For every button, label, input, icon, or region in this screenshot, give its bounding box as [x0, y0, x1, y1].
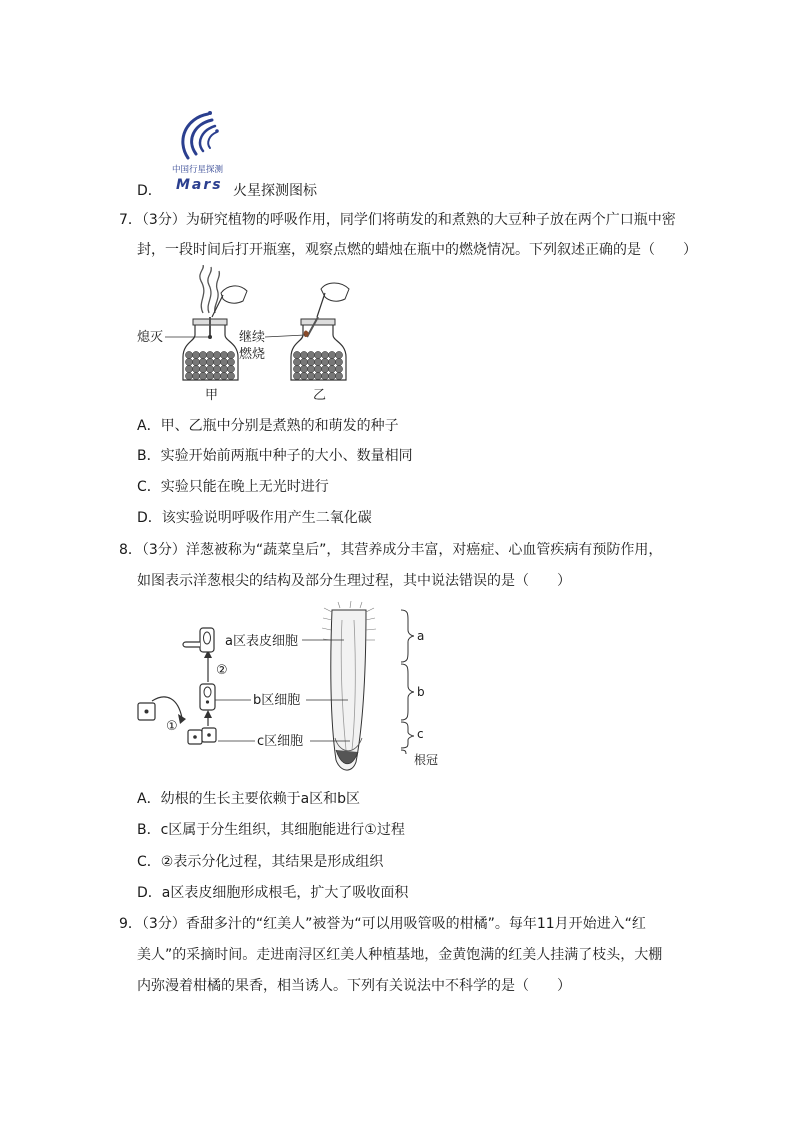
q8-option-c: C．②表示分化过程，其结果是形成组织 — [137, 854, 384, 870]
q7-option-a: A．甲、乙瓶中分别是煮熟的和萌发的种子 — [137, 418, 399, 434]
q7-option-b: B．实验开始前两瓶中种子的大小、数量相同 — [137, 448, 413, 464]
q6-option-d-letter: D． — [137, 183, 162, 199]
q8-figure-root-tip — [130, 600, 450, 780]
mars-exploration-logo — [168, 100, 248, 192]
label-a-cell: a区表皮细胞 — [225, 634, 298, 649]
q9-stem-line-2: 美人”的采摘时间。走进南浔区红美人种植基地，金黄饱满的红美人挂满了枝头，大棚 — [137, 947, 663, 963]
q7-option-d: D．该实验说明呼吸作用产生二氧化碳 — [137, 510, 372, 526]
label-continue-1: 继续 — [239, 330, 266, 345]
logo-caption: 中国行星探测 — [172, 165, 224, 175]
label-continue-2: 燃烧 — [239, 347, 266, 362]
q9-stem-line-1: 9．（3分）香甜多汁的“红美人”被誉为“可以用吸管吸的柑橘”。每年11月开始进入“红 — [119, 916, 646, 932]
bottle-yi — [291, 283, 349, 380]
label-extinguished: 熄灭 — [137, 330, 164, 345]
q8-stem-line-1: 8．（3分）洋葱被称为“蔬菜皇后”，其营养成分丰富，对癌症、心血管疾病有预防作用， — [119, 542, 663, 558]
zone-a: a — [417, 629, 425, 643]
q7-figure-bottles — [135, 265, 360, 405]
bottle-jia — [183, 265, 247, 380]
q8-option-d: D．a区表皮细胞形成根毛，扩大了吸收面积 — [137, 885, 409, 901]
q8-stem-line-2: 如图表示洋葱根尖的结构及部分生理过程，其中说法错误的是（ ） — [137, 573, 571, 589]
q7-stem-line-1: 7．（3分）为研究植物的呼吸作用，同学们将萌发的和煮熟的大豆种子放在两个广口瓶中密 — [119, 212, 676, 228]
zone-c: c — [417, 727, 424, 741]
label-jia: 甲 — [205, 388, 219, 403]
q7-option-c: C．实验只能在晚上无光时进行 — [137, 479, 329, 495]
label-b-cell: b区细胞 — [253, 693, 301, 708]
q8-option-b: B．c区属于分生组织，其细胞能进行①过程 — [137, 822, 405, 838]
q7-stem-line-2: 封，一段时间后打开瓶塞，观察点燃的蜡烛在瓶中的燃烧情况。下列叙述正确的是（ ） — [137, 242, 697, 258]
zone-b: b — [417, 685, 425, 699]
label-yi: 乙 — [313, 388, 327, 403]
q8-option-a: A．幼根的生长主要依赖于a区和b区 — [137, 791, 361, 807]
cell-diagram — [138, 628, 228, 744]
label-c-cell: c区细胞 — [257, 734, 304, 749]
q6-option-d-text: 火星探测图标 — [233, 183, 317, 199]
root-cap-label: 根冠 — [414, 753, 439, 767]
marker-1: ① — [166, 719, 178, 734]
root-tip — [322, 601, 376, 770]
q9-stem-line-3: 内弥漫着柑橘的果香，相当诱人。下列有关说法中不科学的是（ ） — [137, 978, 571, 994]
logo-wordmark: Mars — [176, 177, 223, 192]
marker-2: ② — [216, 663, 228, 678]
